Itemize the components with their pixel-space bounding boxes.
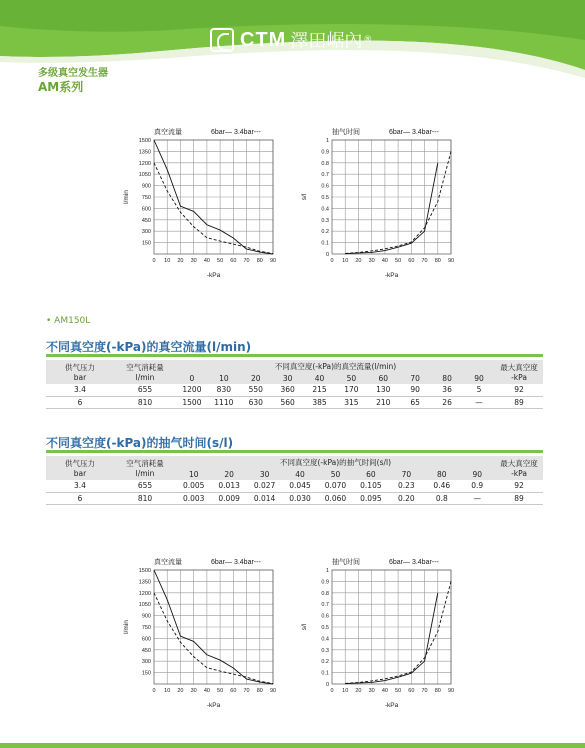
flow-table bbox=[46, 360, 543, 409]
y-tick-label: 1500 bbox=[138, 568, 151, 574]
y-tick-label: 0.1 bbox=[321, 240, 329, 247]
x-tick-label: 0 bbox=[152, 258, 156, 264]
table-cell: 0.014 bbox=[247, 492, 282, 504]
table-cell: 0.9 bbox=[460, 480, 496, 492]
header-consumption: 空气消耗量 l/min bbox=[114, 456, 176, 480]
x-tick-label: 90 bbox=[447, 258, 455, 264]
x-tick-label: 70 bbox=[243, 688, 250, 694]
x-tick-label: 90 bbox=[447, 688, 455, 694]
table-row bbox=[46, 396, 543, 408]
x-tick-label: 90 bbox=[269, 258, 277, 264]
x-tick-label: 90 bbox=[269, 688, 277, 694]
vacuum-column-header: 20 bbox=[211, 468, 246, 480]
y-tick-label: 450 bbox=[141, 217, 151, 224]
vacuum-column-header: 0 bbox=[176, 372, 208, 384]
y-tick-label: 0.5 bbox=[321, 625, 329, 631]
table1-rule bbox=[46, 354, 543, 357]
x-tick-label: 20 bbox=[177, 688, 184, 694]
table-cell: 655 bbox=[114, 384, 176, 396]
chart-legend: 6bar— 3.4bar--- bbox=[389, 129, 439, 136]
x-tick-label: 30 bbox=[368, 688, 375, 694]
y-tick-label: 1050 bbox=[138, 602, 151, 609]
x-tick-label: 30 bbox=[190, 688, 197, 694]
chart-title: 真空流量 bbox=[154, 129, 182, 136]
y-tick-label: 150 bbox=[141, 670, 151, 677]
table-cell: 830 bbox=[208, 384, 240, 396]
x-tick-label: 60 bbox=[408, 258, 415, 264]
x-tick-label: 80 bbox=[256, 688, 263, 694]
flow-chart-bottom bbox=[110, 556, 285, 718]
table-cell: 89 bbox=[495, 492, 543, 504]
y-axis-label: s/l bbox=[301, 623, 308, 631]
table2-title: 不同真空度(-kPa)的抽气时间(s/l) bbox=[46, 436, 234, 450]
table-cell: 810 bbox=[114, 396, 176, 408]
vacuum-column-header: 60 bbox=[367, 372, 399, 384]
table-cell: 630 bbox=[240, 396, 272, 408]
x-tick-label: 60 bbox=[230, 688, 237, 694]
table-cell: 315 bbox=[335, 396, 367, 408]
table-cell: 26 bbox=[431, 396, 463, 408]
table-cell: 65 bbox=[399, 396, 431, 408]
vacuum-column-header: 60 bbox=[353, 468, 388, 480]
x-tick-label: 10 bbox=[342, 258, 349, 264]
table-cell: 655 bbox=[114, 480, 176, 492]
x-tick-label: 70 bbox=[421, 688, 428, 694]
table-cell: 1110 bbox=[208, 396, 240, 408]
header-group: 不同真空度(-kPa)的真空流量(l/min) bbox=[176, 360, 495, 372]
y-tick-label: 1350 bbox=[138, 149, 151, 156]
header-max: 最大真空度 -kPa bbox=[495, 456, 543, 480]
y-tick-label: 150 bbox=[141, 240, 151, 247]
time-chart-top bbox=[300, 126, 465, 286]
x-tick-label: 20 bbox=[177, 258, 184, 264]
x-tick-label: 0 bbox=[330, 688, 334, 694]
registered-mark: ® bbox=[363, 35, 373, 45]
y-tick-label: 1 bbox=[325, 568, 329, 574]
y-tick-label: 1200 bbox=[138, 590, 151, 597]
table-cell: 6 bbox=[46, 492, 114, 504]
x-axis-label: -kPa bbox=[384, 272, 399, 279]
x-tick-label: 80 bbox=[256, 258, 263, 264]
y-tick-label: 900 bbox=[141, 613, 151, 620]
table-cell: 0.105 bbox=[353, 480, 388, 492]
table-row bbox=[46, 480, 543, 492]
table-cell: 0.013 bbox=[211, 480, 246, 492]
vacuum-column-header: 20 bbox=[240, 372, 272, 384]
table-cell: 560 bbox=[272, 396, 304, 408]
table-cell: 89 bbox=[495, 396, 543, 408]
x-tick-label: 40 bbox=[381, 688, 388, 694]
table-cell: — bbox=[463, 396, 495, 408]
table-cell: 0.045 bbox=[282, 480, 317, 492]
x-tick-label: 80 bbox=[434, 258, 441, 264]
table-cell: 92 bbox=[495, 384, 543, 396]
y-axis-label: l/min bbox=[123, 190, 130, 204]
flow-chart-top bbox=[110, 126, 285, 286]
vacuum-column-header: 50 bbox=[335, 372, 367, 384]
y-tick-label: 0 bbox=[325, 252, 329, 258]
y-tick-label: 900 bbox=[141, 183, 151, 190]
vacuum-column-header: 70 bbox=[389, 468, 424, 480]
x-tick-label: 0 bbox=[330, 258, 334, 264]
table-cell: 0.003 bbox=[176, 492, 211, 504]
y-tick-label: 0.2 bbox=[321, 659, 329, 666]
table-cell: 36 bbox=[431, 384, 463, 396]
y-tick-label: 1500 bbox=[138, 138, 151, 144]
y-tick-label: 0 bbox=[325, 682, 329, 688]
chart-title: 抽气时间 bbox=[332, 559, 360, 566]
header-consumption: 空气消耗量 l/min bbox=[114, 360, 176, 384]
y-tick-label: 0.9 bbox=[321, 579, 329, 586]
time-table bbox=[46, 456, 543, 505]
table-cell: 0.23 bbox=[389, 480, 424, 492]
y-tick-label: 0.3 bbox=[321, 647, 329, 654]
y-tick-label: 0.5 bbox=[321, 195, 329, 201]
x-tick-label: 10 bbox=[164, 258, 171, 264]
product-subtitle: 多级真空发生器 bbox=[38, 68, 108, 79]
vacuum-column-header: 10 bbox=[208, 372, 240, 384]
x-tick-label: 70 bbox=[421, 258, 428, 264]
vacuum-column-header: 10 bbox=[176, 468, 211, 480]
x-tick-label: 80 bbox=[434, 688, 441, 694]
y-tick-label: 0.6 bbox=[321, 613, 329, 620]
y-tick-label: 300 bbox=[141, 229, 151, 236]
vacuum-column-header: 30 bbox=[272, 372, 304, 384]
table-cell: 0.027 bbox=[247, 480, 282, 492]
table-row bbox=[46, 384, 543, 396]
x-tick-label: 70 bbox=[243, 258, 250, 264]
y-tick-label: 750 bbox=[141, 625, 151, 631]
x-tick-label: 0 bbox=[152, 688, 156, 694]
x-tick-label: 50 bbox=[217, 688, 224, 694]
chart-title: 真空流量 bbox=[154, 559, 182, 566]
x-tick-label: 60 bbox=[230, 258, 237, 264]
brand-mark-icon bbox=[210, 28, 234, 52]
y-tick-label: 0.8 bbox=[321, 590, 329, 597]
table-cell: 90 bbox=[399, 384, 431, 396]
table-cell: 550 bbox=[240, 384, 272, 396]
table-cell: 210 bbox=[367, 396, 399, 408]
y-tick-label: 300 bbox=[141, 659, 151, 666]
chart-legend: 6bar— 3.4bar--- bbox=[389, 559, 439, 566]
table-cell: 0.005 bbox=[176, 480, 211, 492]
table-cell: 3.4 bbox=[46, 384, 114, 396]
vacuum-column-header: 40 bbox=[304, 372, 336, 384]
table1-title: 不同真空度(-kPa)的真空流量(l/min) bbox=[46, 340, 252, 354]
table-cell: 0.20 bbox=[389, 492, 424, 504]
brand-logo bbox=[210, 27, 372, 53]
table-cell: 0.070 bbox=[318, 480, 353, 492]
y-tick-label: 1 bbox=[325, 138, 329, 144]
y-tick-label: 750 bbox=[141, 195, 151, 201]
x-tick-label: 10 bbox=[164, 688, 171, 694]
table-cell: 92 bbox=[495, 480, 543, 492]
table-row bbox=[46, 492, 543, 504]
table2-rule bbox=[46, 450, 543, 453]
table-cell: 130 bbox=[367, 384, 399, 396]
table-cell: 5 bbox=[463, 384, 495, 396]
footer-bar bbox=[0, 743, 585, 748]
y-axis-label: s/l bbox=[301, 193, 308, 201]
y-tick-label: 0.4 bbox=[321, 636, 329, 643]
table-cell: 6 bbox=[46, 396, 114, 408]
y-tick-label: 0.4 bbox=[321, 206, 329, 213]
y-tick-label: 1050 bbox=[138, 172, 151, 179]
x-tick-label: 30 bbox=[190, 258, 197, 264]
y-tick-label: 0.9 bbox=[321, 149, 329, 156]
chart-title: 抽气时间 bbox=[332, 129, 360, 136]
y-tick-label: 0.7 bbox=[321, 602, 329, 609]
y-tick-label: 0.3 bbox=[321, 217, 329, 224]
x-tick-label: 20 bbox=[355, 688, 362, 694]
series-title: AM系列 bbox=[38, 80, 84, 94]
y-tick-label: 0.6 bbox=[321, 183, 329, 190]
header-max: 最大真空度 -kPa bbox=[495, 360, 543, 384]
brand-latin: CTM bbox=[240, 28, 287, 51]
brand-cjk: 澤田崌內 bbox=[290, 31, 363, 52]
y-tick-label: 1350 bbox=[138, 579, 151, 586]
chart-legend: 6bar— 3.4bar--- bbox=[211, 559, 261, 566]
header-pressure: 供气压力 bar bbox=[46, 360, 114, 384]
model-label: • AM150L bbox=[46, 316, 91, 326]
vacuum-column-header: 70 bbox=[399, 372, 431, 384]
time-chart-bottom bbox=[300, 556, 465, 718]
table-cell: 0.009 bbox=[211, 492, 246, 504]
vacuum-column-header: 80 bbox=[424, 468, 459, 480]
x-tick-label: 20 bbox=[355, 258, 362, 264]
header-group: 不同真空度(-kPa)的抽气时间(s/l) bbox=[176, 456, 495, 468]
table-cell: 1200 bbox=[176, 384, 208, 396]
vacuum-column-header: 50 bbox=[318, 468, 353, 480]
table-cell: 360 bbox=[272, 384, 304, 396]
y-tick-label: 0.8 bbox=[321, 160, 329, 167]
table-cell: 215 bbox=[304, 384, 336, 396]
table-cell: 385 bbox=[304, 396, 336, 408]
y-tick-label: 1200 bbox=[138, 160, 151, 167]
y-axis-label: l/min bbox=[123, 620, 130, 634]
vacuum-column-header: 30 bbox=[247, 468, 282, 480]
table-cell: 0.095 bbox=[353, 492, 388, 504]
header-pressure: 供气压力 bar bbox=[46, 456, 114, 480]
y-tick-label: 0.1 bbox=[321, 670, 329, 677]
x-tick-label: 50 bbox=[217, 258, 224, 264]
table-cell: — bbox=[460, 492, 496, 504]
y-tick-label: 600 bbox=[141, 206, 151, 213]
y-tick-label: 0.7 bbox=[321, 172, 329, 179]
y-tick-label: 0.2 bbox=[321, 229, 329, 236]
x-axis-label: -kPa bbox=[206, 272, 221, 279]
x-tick-label: 50 bbox=[395, 258, 402, 264]
x-tick-label: 40 bbox=[381, 258, 388, 264]
y-tick-label: 600 bbox=[141, 636, 151, 643]
table-cell: 170 bbox=[335, 384, 367, 396]
table-cell: 0.030 bbox=[282, 492, 317, 504]
x-tick-label: 40 bbox=[203, 258, 210, 264]
table-cell: 810 bbox=[114, 492, 176, 504]
table-cell: 3.4 bbox=[46, 480, 114, 492]
table-cell: 0.8 bbox=[424, 492, 459, 504]
x-axis-label: -kPa bbox=[206, 702, 221, 709]
table-cell: 0.060 bbox=[318, 492, 353, 504]
table-cell: 0.46 bbox=[424, 480, 459, 492]
x-tick-label: 40 bbox=[203, 688, 210, 694]
x-tick-label: 30 bbox=[368, 258, 375, 264]
x-tick-label: 50 bbox=[395, 688, 402, 694]
x-tick-label: 60 bbox=[408, 688, 415, 694]
y-tick-label: 450 bbox=[141, 647, 151, 654]
vacuum-column-header: 80 bbox=[431, 372, 463, 384]
vacuum-column-header: 40 bbox=[282, 468, 317, 480]
vacuum-column-header: 90 bbox=[460, 468, 496, 480]
table-cell: 1500 bbox=[176, 396, 208, 408]
vacuum-column-header: 90 bbox=[463, 372, 495, 384]
chart-legend: 6bar— 3.4bar--- bbox=[211, 129, 261, 136]
x-tick-label: 10 bbox=[342, 688, 349, 694]
x-axis-label: -kPa bbox=[384, 702, 399, 709]
